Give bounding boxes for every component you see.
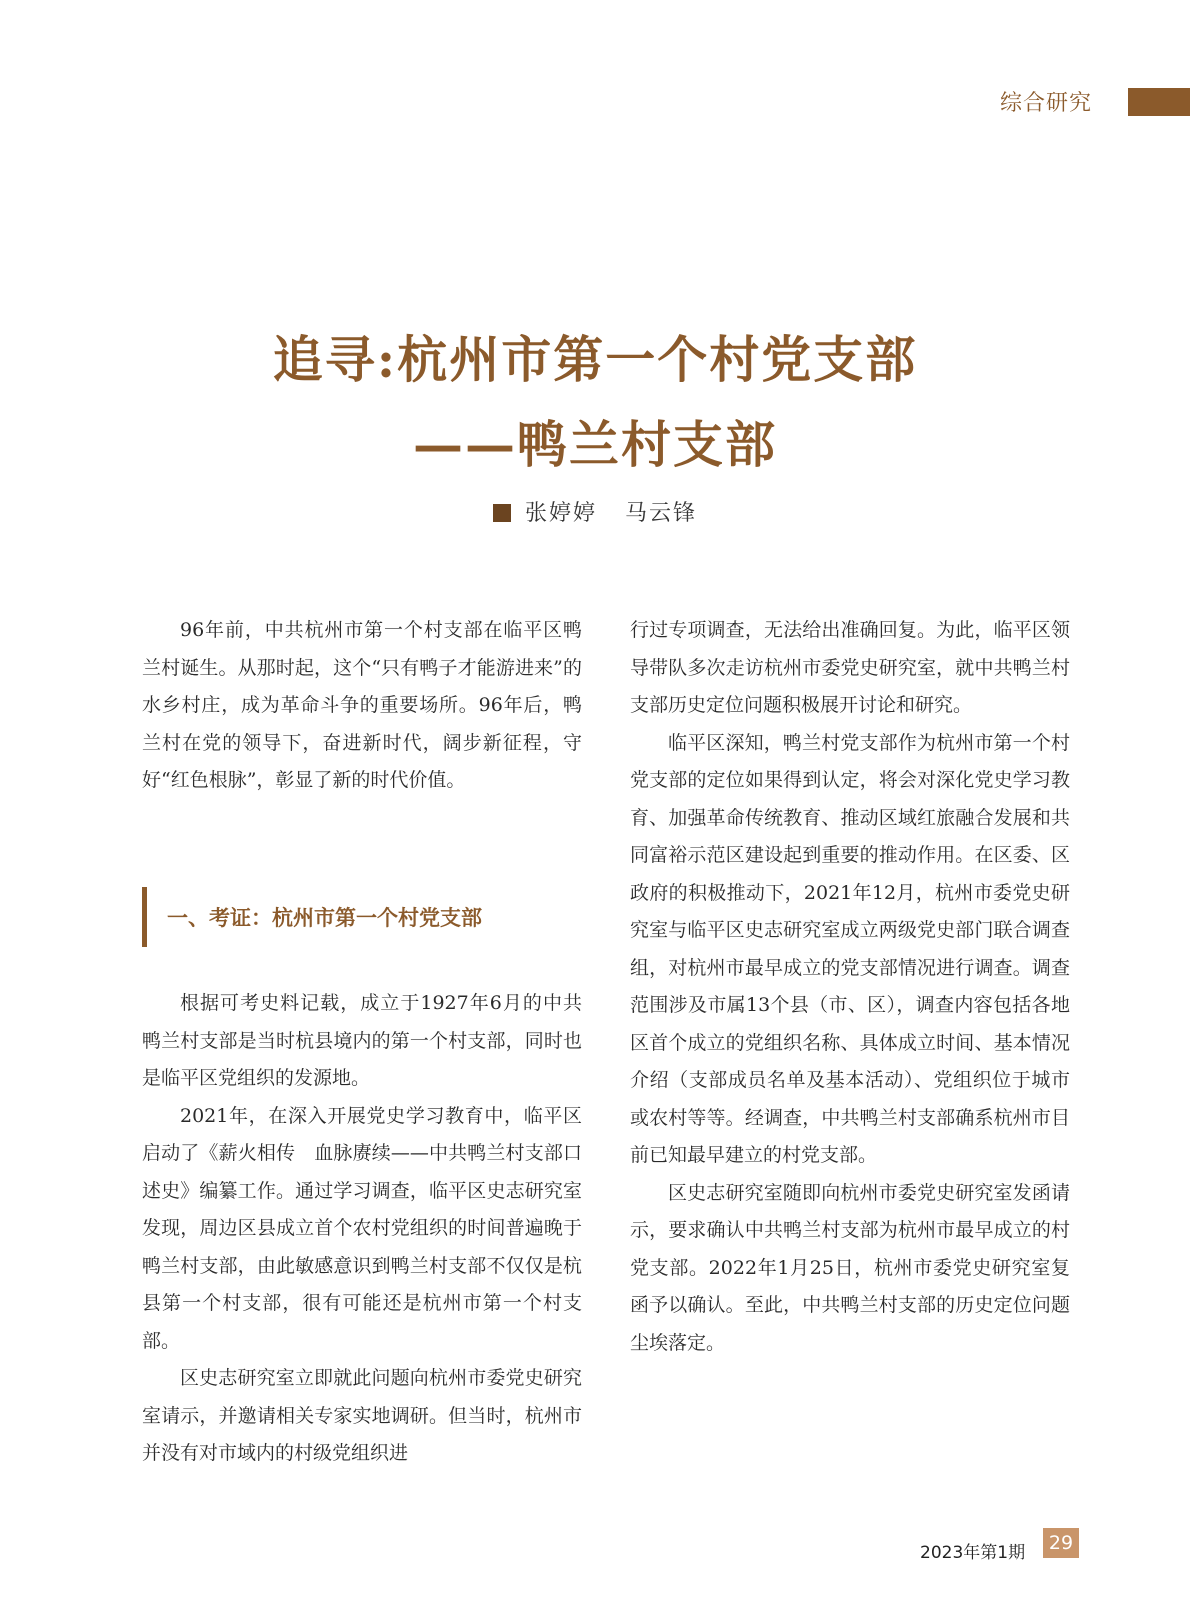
author-name: 张婷婷 bbox=[524, 501, 597, 526]
author-name: 马云锋 bbox=[625, 501, 698, 526]
byline bbox=[0, 496, 1190, 527]
page-number: 29 bbox=[1043, 1528, 1079, 1558]
body-paragraph: 区史志研究室立即就此问题向杭州市委党史研究室请示，并邀请相关专家实地调研。但当时，杭州市并没有对市域内的村级党组织进 bbox=[142, 1367, 582, 1464]
intro-paragraph: 96年前，中共杭州市第一个村支部在临平区鸭兰村诞生。从那时起，这个“只有鸭子才能游进来”的水乡村庄，成为革命斗争的重要场所。96年后，鸭兰村在党的领导下，奋进新时代，阔步新征程，守好“红色根脉”，彰显了新的时代价值。 bbox=[142, 619, 582, 791]
body-paragraph-continued: 行过专项调查，无法给出准确回复。为此，临平区领导带队多次走访杭州市委党史研究室，就中共鸭兰村支部历史定位问题积极展开讨论和研究。 bbox=[630, 619, 1070, 716]
issue-label: 2023年第1期 bbox=[920, 1543, 1026, 1563]
body-paragraph: 区史志研究室随即向杭州市委党史研究室发函请示，要求确认中共鸭兰村支部为杭州市最早成立的村党支部。2022年1月25日，杭州市委党史研究室复函予以确认。至此，中共鸭兰村支部的历史定位问题尘埃落定。 bbox=[630, 1181, 1070, 1354]
article-subtitle: ——鸭兰村支部 bbox=[413, 415, 777, 474]
section-bar-decoration bbox=[1128, 88, 1190, 116]
body-paragraph: 根据可考史料记载，成立于1927年6月的中共鸭兰村支部是当时杭县境内的第一个村支部，同时也是临平区党组织的发源地。 bbox=[142, 992, 582, 1089]
body-paragraph: 2021年，在深入开展党史学习教育中，临平区启动了《薪火相传 血脉赓续——中共鸭兰村支部口述史》编纂工作。通过学习调查，临平区史志研究室发现，周边区县成立首个农村党组织的时间普遍晚于鸭兰村支部，由此敏感意识到鸭兰村支部不仅仅是杭县第一个村支部，很有可能还是杭州市第一个村支部。 bbox=[142, 1104, 582, 1352]
article-title: 追寻:杭州市第一个村党支部 bbox=[272, 330, 918, 389]
square-bullet-icon bbox=[493, 504, 511, 522]
section-heading bbox=[142, 887, 482, 947]
right-column bbox=[630, 612, 1070, 1362]
body-paragraph: 临平区深知，鸭兰村党支部作为杭州市第一个村党支部的定位如果得到认定，将会对深化党史学习教育、加强革命传统教育、推动区域红旅融合发展和共同富裕示范区建设起到重要的推动作用。在区委、区政府的积极推动下，2021年12月，杭州市委党史研究室与临平区史志研究室成立两级党史部门联合调查组，对杭州市最早成立的党支部情况进行调查。调查范围涉及市属13个县（市、区），调查内容包括各地区首个成立的党组织名称、具体成立时间、基本情况介绍（支部成员名单及基本活动）、党组织位于城市或农村等等。经调查，中共鸭兰村支部确系杭州市目前已知最早建立的村党支部。 bbox=[630, 731, 1070, 1166]
left-column bbox=[142, 985, 582, 1473]
section-label: 综合研究 bbox=[1000, 91, 1093, 116]
intro-column bbox=[142, 612, 582, 800]
section-heading-text: 一、考证：杭州市第一个村党支部 bbox=[167, 906, 482, 930]
